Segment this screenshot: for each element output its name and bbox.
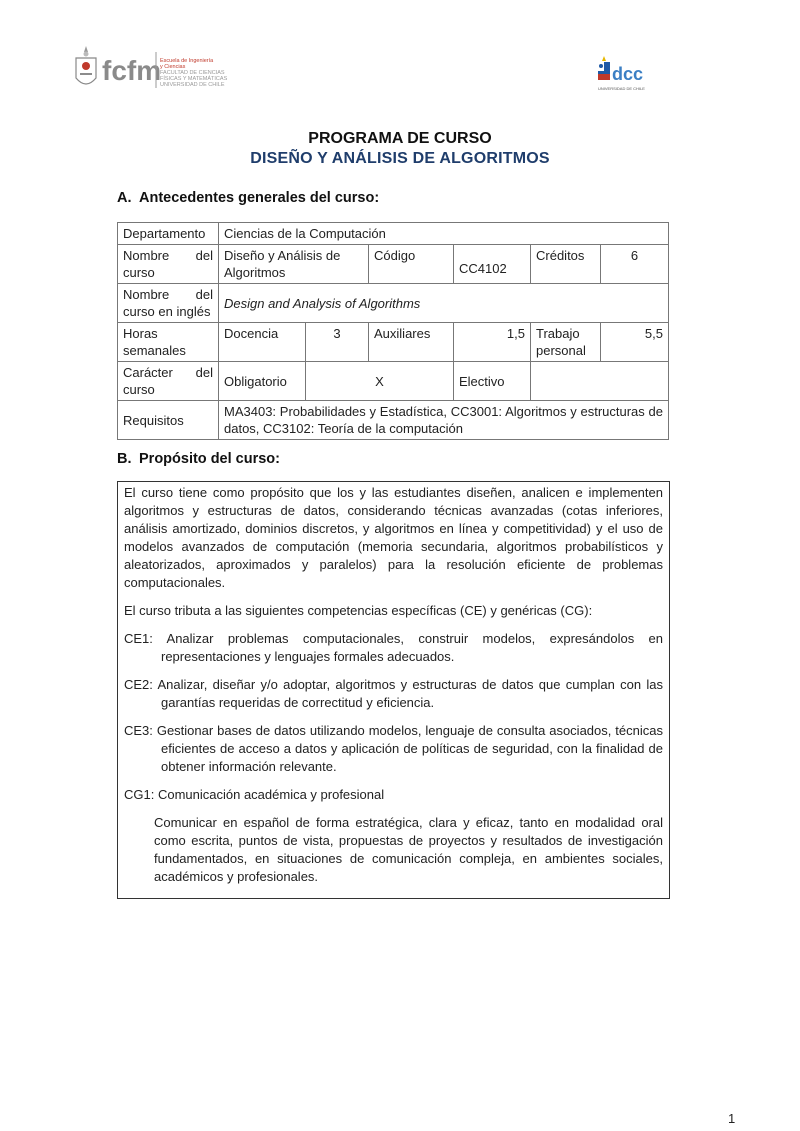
docencia-value: 3 — [306, 323, 369, 362]
dept-label: Departamento — [118, 223, 219, 245]
competency-cg1-text: Comunicar en español de forma estratégica, clara y eficaz, tanto en modalidad oral como escrita, puntos de vista, propuestas de proyectos y resultados de investigación fundamentados, en situaciones de comunicación compleja, en ambientes sociales, académicos y profesionales. — [154, 815, 663, 884]
character-label: Carácter del curso — [118, 362, 219, 401]
english-name-value: Design and Analysis of Algorithms — [219, 284, 669, 323]
credits-label: Créditos — [531, 245, 601, 284]
section-a-letter: A. — [117, 190, 132, 206]
code-value: CC4102 — [454, 245, 531, 284]
name-label: Nombre del curso — [118, 245, 219, 284]
name-value: Diseño y Análisis de Algoritmos — [219, 245, 369, 284]
svg-text:y Ciencias: y Ciencias — [160, 64, 186, 70]
section-b-letter: B. — [117, 451, 132, 467]
section-a-heading — [117, 190, 379, 206]
page-number: 1 — [728, 1111, 736, 1126]
competency-ce1: CE1: Analizar problemas computacionales, construir modelos, expresándolos en representaciones y lenguajes formales adecuados. — [124, 631, 663, 664]
elective-value — [531, 362, 669, 401]
competency-ce3: CE3: Gestionar bases de datos utilizando modelos, lenguaje de consulta asociados, técnicas eficientes de acceso a datos y aplicación de políticas de seguridad, con la finalidad de obtener información relevante. — [124, 723, 663, 774]
mandatory-label: Obligatorio — [219, 362, 306, 401]
row-character — [118, 362, 669, 401]
fcfm-logo — [74, 44, 244, 94]
personal-value: 5,5 — [601, 323, 669, 362]
row-department — [118, 223, 669, 245]
page-title: PROGRAMA DE CURSO — [308, 130, 492, 147]
competency-ce2: CE2: Analizar, diseñar y/o adoptar, algoritmos y estructuras de datos que cumplan con las garantías requeridas de correctitud y eficiencia. — [124, 677, 663, 710]
mandatory-value: X — [306, 362, 454, 401]
row-course-name — [118, 245, 669, 284]
fcfm-mark: fcfm — [102, 55, 162, 86]
svg-text:FACULTAD DE CIENCIAS: FACULTAD DE CIENCIAS — [160, 70, 225, 76]
purpose-intro: El curso tiene como propósito que los y las estudiantes diseñen, analicen e implementen algoritmos y estructuras de datos, considerando técnicas avanzadas (cotas inferiores, análisis amortizado, dominios discretos, y algoritmos en línea y competitividad) y el uso de modelos avanzados de computación (memoria secundaria, algoritmos probabilísticos y aleatorizados, aproximados y paralelos) para la resolución eficiente de problemas computacionales. — [124, 485, 663, 590]
uchile-seal-icon — [598, 56, 610, 80]
course-title: DISEÑO Y ANÁLISIS DE ALGORITMOS — [250, 150, 550, 167]
svg-text:FÍSICAS Y MATEMÁTICAS: FÍSICAS Y MATEMÁTICAS — [160, 76, 228, 82]
hours-label: Horas semanales — [118, 323, 219, 362]
aux-value: 1,5 — [454, 323, 531, 362]
section-b-title: Propósito del curso: — [139, 451, 280, 467]
elective-label: Electivo — [454, 362, 531, 401]
svg-text:UNIVERSIDAD DE CHILE: UNIVERSIDAD DE CHILE — [160, 82, 225, 88]
english-name-label: Nombre del curso en inglés — [118, 284, 219, 323]
credits-value: 6 — [601, 245, 669, 284]
code-label: Código — [369, 245, 454, 284]
docencia-label: Docencia — [219, 323, 306, 362]
svg-text:Escuela de Ingeniería: Escuela de Ingeniería — [160, 58, 214, 64]
requirements-label: Requisitos — [118, 401, 219, 440]
row-requirements — [118, 401, 669, 440]
svg-text:UNIVERSIDAD DE CHILE: UNIVERSIDAD DE CHILE — [598, 86, 645, 91]
course-info-table — [117, 222, 669, 440]
row-hours — [118, 323, 669, 362]
dcc-logo — [594, 56, 656, 96]
purpose-box — [117, 481, 670, 899]
row-english-name — [118, 284, 669, 323]
dcc-mark: dcc — [612, 64, 644, 84]
competency-cg1-title: CG1: Comunicación académica y profesional — [124, 787, 385, 802]
section-b-heading — [117, 451, 280, 467]
aux-label: Auxiliares — [369, 323, 454, 362]
crest-icon — [76, 46, 96, 84]
personal-label: Trabajo personal — [531, 323, 601, 362]
dept-value: Ciencias de la Computación — [219, 223, 669, 245]
section-a-title: Antecedentes generales del curso: — [139, 190, 380, 206]
requirements-value: MA3403: Probabilidades y Estadística, CC3001: Algoritmos y estructuras de datos, CC3102: Teoría de la computación — [219, 401, 669, 440]
competencies-intro: El curso tributa a las siguientes competencias específicas (CE) y genéricas (CG): — [124, 603, 593, 618]
